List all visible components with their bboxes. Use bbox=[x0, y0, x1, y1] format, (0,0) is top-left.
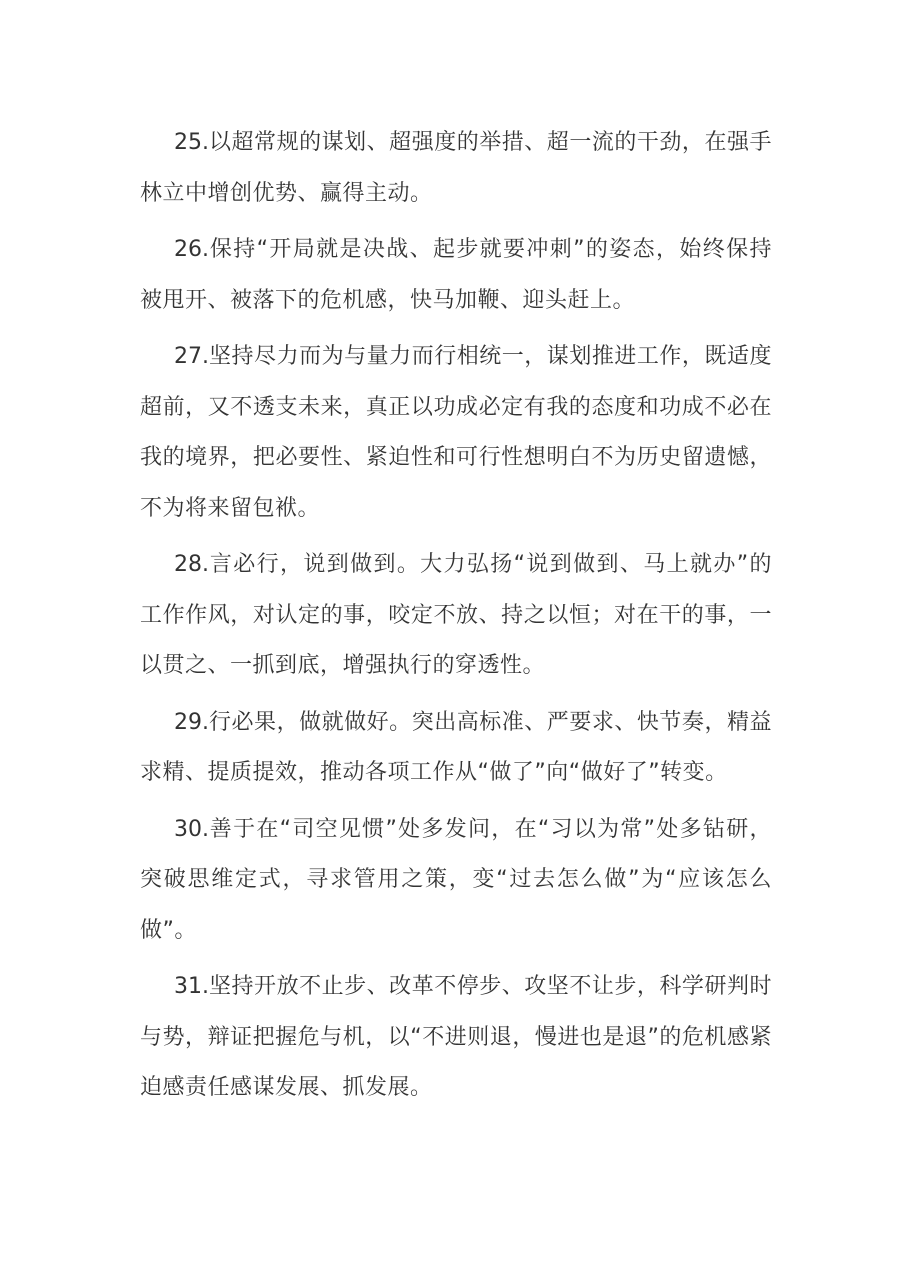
paragraph-number: 30. bbox=[174, 816, 209, 842]
paragraph-text: 以超常规的谋划、超强度的举措、超一流的干劲，在强手林立中增创优势、赢得主动。 bbox=[140, 130, 772, 206]
document-body bbox=[140, 118, 772, 1120]
paragraph-text: 言必行，说到做到。大力弘扬“说到做到、马上就办”的工作作风，对认定的事，咬定不放、持之以恒；对在干的事，一以贯之、一抓到底，增强执行的穿透性。 bbox=[140, 552, 772, 678]
paragraph-number: 29. bbox=[174, 709, 209, 735]
paragraph-31 bbox=[140, 962, 772, 1114]
paragraph-text: 善于在“司空见惯”处多发问，在“习以为常”处多钻研，突破思维定式，寻求管用之策，变“过去怎么做”为“应该怎么做”。 bbox=[140, 816, 772, 943]
paragraph-text: 保持“开局就是决战、起步就要冲刺”的姿态，始终保持被甩开、被落下的危机感，快马加鞭、迎头赶上。 bbox=[140, 237, 772, 313]
paragraph-30 bbox=[140, 805, 772, 957]
paragraph-text: 坚持尽力而为与量力而行相统一，谋划推进工作，既适度超前，又不透支未来，真正以功成必定有我的态度和功成不必在我的境界，把必要性、紧迫性和可行性想明白不为历史留遗憾，不为将来留包袱。 bbox=[140, 344, 772, 521]
paragraph-number: 28. bbox=[174, 552, 209, 577]
paragraph-text: 坚持开放不止步、改革不停步、攻坚不让步，科学研判时与势，辩证把握危与机，以“不进则退，慢进也是退”的危机感紧迫感责任感谋发展、抓发展。 bbox=[140, 974, 772, 1100]
paragraph-number: 26. bbox=[174, 237, 209, 262]
paragraph-26 bbox=[140, 225, 772, 326]
paragraph-25 bbox=[140, 118, 772, 219]
paragraph-number: 31. bbox=[174, 974, 209, 999]
paragraph-text: 行必果，做就做好。突出高标准、严要求、快节奏，精益求精、提质提效，推动各项工作从“做了”向“做好了”转变。 bbox=[140, 709, 772, 785]
paragraph-29 bbox=[140, 698, 772, 799]
paragraph-number: 25. bbox=[174, 130, 209, 155]
paragraph-28 bbox=[140, 540, 772, 692]
paragraph-27 bbox=[140, 332, 772, 534]
paragraph-number: 27. bbox=[174, 344, 209, 369]
